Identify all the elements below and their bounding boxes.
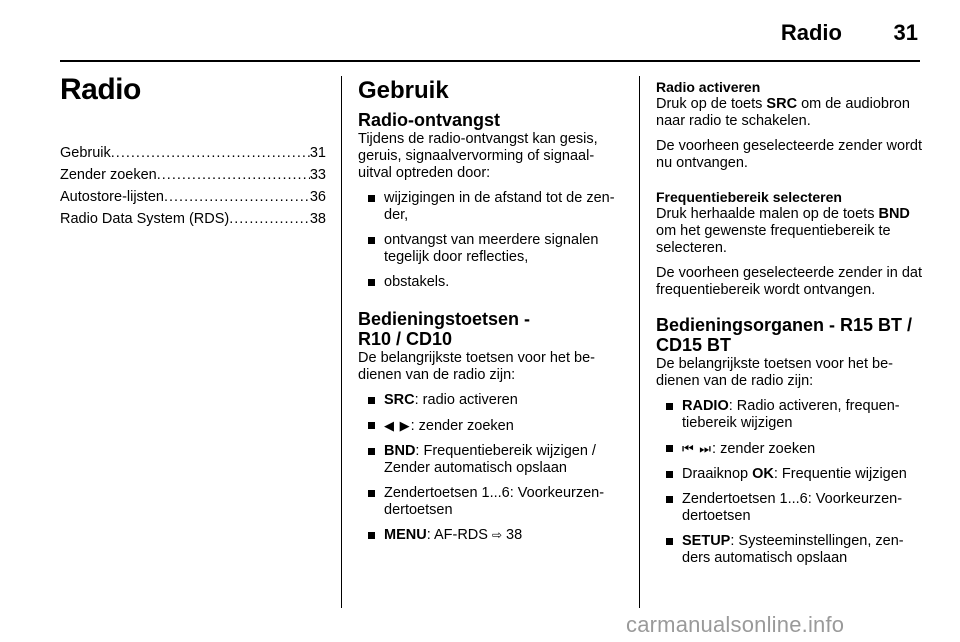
skip-buttons-icon: ⏮ ⏭	[682, 441, 713, 456]
bullet-icon	[666, 403, 673, 410]
toc-entry-zender-zoeken[interactable]	[60, 164, 326, 186]
reception-list	[358, 190, 622, 291]
list-item: Draaiknop OK: Frequentie wijzigen	[666, 466, 922, 483]
toc-leader	[164, 186, 310, 208]
toc-page: 33	[309, 167, 326, 183]
chapter-title: Radio	[60, 73, 141, 106]
key-ok: OK	[752, 466, 774, 482]
bullet-icon	[368, 532, 375, 539]
page-reference-link[interactable]: 38	[502, 527, 523, 543]
controls-r15-list	[656, 398, 922, 567]
toc-leader	[111, 142, 310, 164]
key-src: SRC	[766, 96, 798, 112]
bullet-icon	[368, 237, 375, 244]
list-item: MENU: AF-RDS ⇨ 38	[368, 527, 622, 544]
band-paragraph: Druk herhaalde malen op de toets BND om het gewenste frequentiebereik te selecteren.	[656, 206, 910, 256]
list-item: BND: Frequentiebereik wijzigen / Zender automatisch opslaan	[368, 443, 622, 477]
toc-page: 38	[309, 211, 326, 227]
key-bnd: BND	[384, 443, 416, 459]
key-bnd: BND	[878, 206, 910, 222]
list-item: obstakels.	[368, 274, 622, 291]
toc-leader	[157, 164, 310, 186]
controls-r15-intro: De belangrijkste toetsen voor het bedienen van de radio zijn:	[656, 356, 893, 389]
key-src: SRC	[384, 392, 415, 408]
list-item: SRC: radio activeren	[368, 392, 622, 409]
bullet-icon	[368, 195, 375, 202]
bullet-icon	[368, 422, 375, 429]
section-title: Radio	[780, 20, 842, 45]
activate-paragraph: Druk op de toets SRC om de audiobron naar radio te schakelen.	[656, 96, 910, 129]
bullet-icon	[666, 538, 673, 545]
controls-r10-intro: De belangrijkste toetsen voor het bedienen van de radio zijn:	[358, 350, 595, 383]
page-reference-arrow-icon: ⇨	[491, 528, 503, 542]
key-setup: SETUP	[682, 533, 731, 549]
column-divider-left	[341, 76, 342, 608]
toc-entry-gebruik[interactable]	[60, 142, 326, 164]
activation-column	[656, 78, 922, 577]
column-divider-right	[639, 76, 640, 608]
bullet-icon	[368, 490, 375, 497]
bullet-icon	[368, 448, 375, 455]
bullet-icon	[368, 279, 375, 286]
list-item: SETUP: Systeeminstellingen, zenders automatisch opslaan	[666, 533, 922, 567]
list-item: RADIO: Radio activeren, frequentiebereik wijzigen	[666, 398, 922, 432]
key-radio: RADIO	[682, 398, 729, 414]
toc-list	[60, 142, 326, 230]
list-item: Zendertoetsen 1...6: Voorkeurzendertoetsen	[666, 491, 922, 525]
watermark: carmanualsonline.info	[626, 612, 845, 637]
toc-page: 31	[309, 145, 326, 161]
band-heading: Frequentiebereik selecteren	[656, 189, 842, 205]
bullet-icon	[666, 496, 673, 503]
activate-note: De voorheen geselecteerde zender wordt nu ontvangen.	[656, 138, 922, 171]
reception-heading: Radio-ontvangst	[358, 110, 500, 130]
list-item: wijzigingen in de afstand tot de zender,	[368, 190, 622, 224]
toc-label: Gebruik	[60, 145, 111, 161]
bullet-icon	[666, 471, 673, 478]
list-item: ontvangst van meerdere signalen tegelijk door reflecties,	[368, 232, 622, 266]
activate-heading: Radio activeren	[656, 79, 761, 95]
toc-page: 36	[309, 189, 326, 205]
seek-arrows-icon: ◀ ▶	[384, 418, 411, 433]
list-item: ⏮ ⏭: zender zoeken	[666, 440, 922, 458]
key-menu: MENU	[384, 527, 427, 543]
page-header	[0, 16, 960, 56]
usage-column	[358, 76, 622, 554]
toc-leader	[229, 208, 310, 230]
toc-label: Zender zoeken	[60, 167, 157, 183]
list-item: Zendertoetsen 1...6: Voorkeurzendertoetsen	[368, 485, 622, 519]
toc-label: Autostore-lijsten	[60, 189, 164, 205]
toc-label: Radio Data System (RDS)	[60, 211, 230, 227]
toc-entry-rds[interactable]	[60, 208, 326, 230]
controls-r15-heading: Bedieningsorganen - R15 BT / CD15 BT	[656, 315, 913, 355]
bullet-icon	[368, 397, 375, 404]
page-number: 31	[893, 20, 918, 45]
toc-column	[60, 70, 326, 230]
band-note: De voorheen geselecteerde zender in dat frequentiebereik wordt ontvangen.	[656, 265, 923, 298]
list-item: ◀ ▶: zender zoeken	[368, 417, 622, 435]
toc-entry-autostore[interactable]	[60, 186, 326, 208]
controls-r10-list	[358, 392, 622, 544]
bullet-icon	[666, 445, 673, 452]
usage-heading: Gebruik	[358, 77, 449, 104]
reception-intro: Tijdens de radio-ontvangst kan gesis, geruis, signaalvervorming of signaaluitval optreden door:	[358, 131, 598, 181]
header-rule	[60, 60, 920, 62]
controls-r10-heading: Bedieningstoetsen - R10 / CD10	[358, 309, 531, 349]
